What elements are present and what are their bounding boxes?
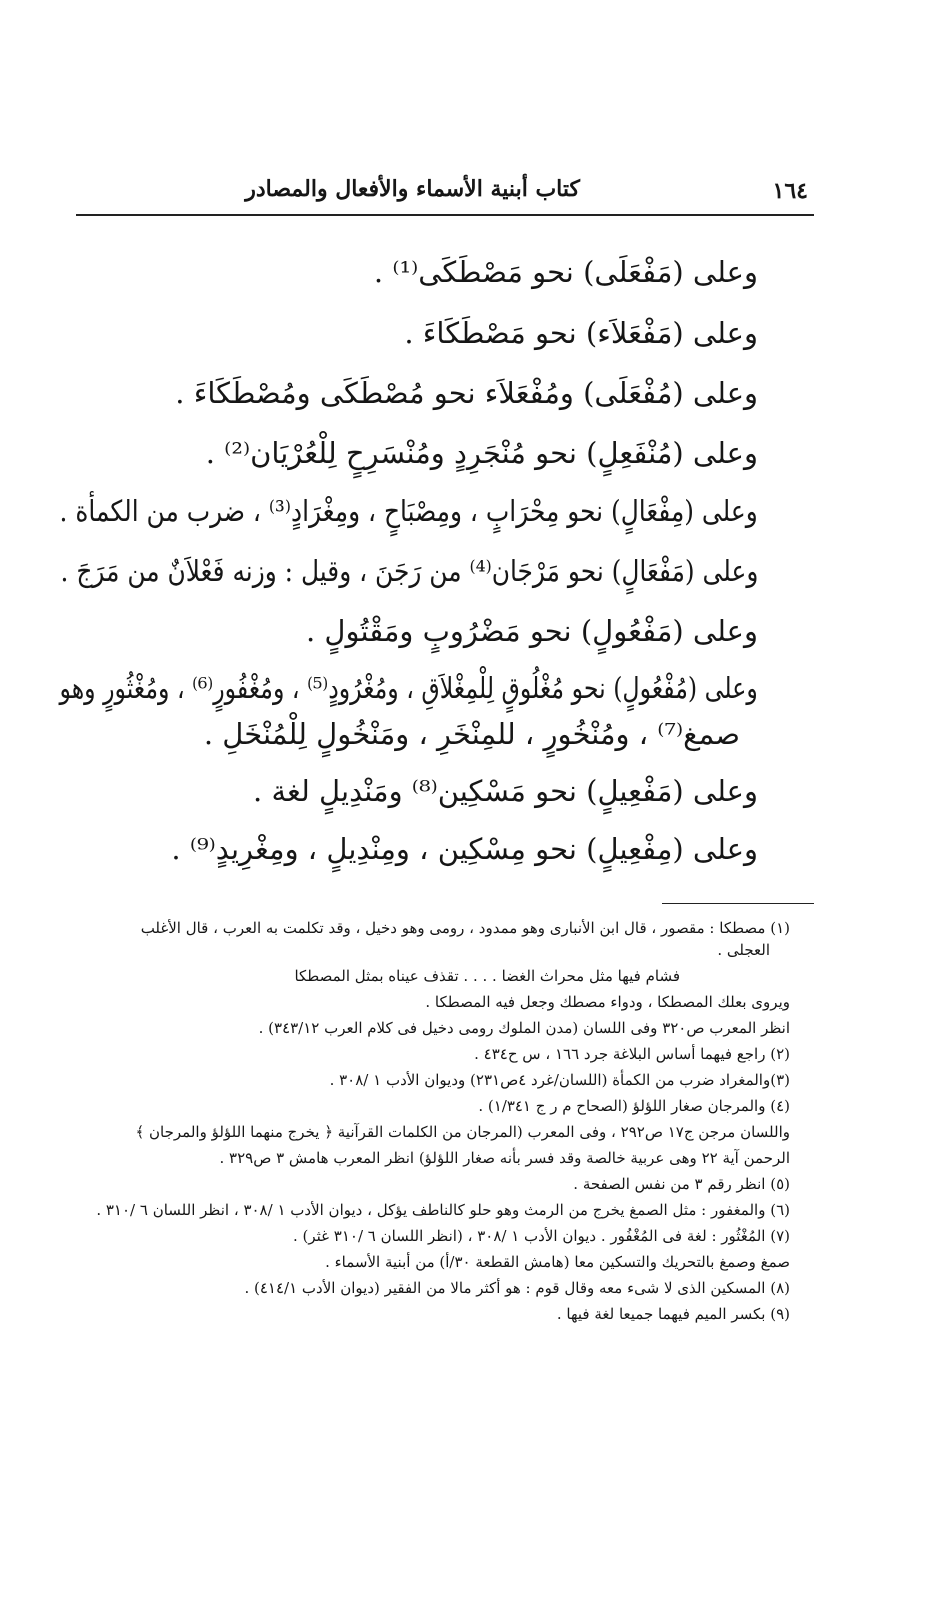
footnote-rule <box>662 903 814 904</box>
body-line: وعلى (مُفْعَلَى) ومُفْعَلاَء نحو مُصْطَكَى ومُصْطَكَاءَ . <box>175 376 758 410</box>
footnote-line: (٢) راجع فيهما أساس البلاغة جرد ١٦٦ ، س ح٤٣٤ . <box>474 1045 790 1063</box>
body-line: وعلى (مُفْعُولٍ) نحو مُغْلُوقٍ لِلْمِغْلاَقِ ، ومُغْرُودٍ⁽⁵⁾ ، ومُغْفُورٍ⁽⁶⁾ ، ومُغْثُورٍ وهو <box>59 671 758 705</box>
footnote-line: (٣)والمغراد ضرب من الكمأة (اللسان/غرد ٤ص٢٣١) وديوان الأدب ١ /٣٠٨ . <box>329 1071 790 1089</box>
body-line: وعلى (مَفْعَلَى) نحو مَصْطَكَى⁽¹⁾ . <box>373 255 758 289</box>
body-line: صمغ⁽⁷⁾ ، ومُنْخُورٍ ، للمِنْخَرِ ، ومَنْخُولٍ لِلْمُنْخَلِ . <box>203 717 740 751</box>
footnote-line: (٨) المسكين الذى لا شىء معه وقال قوم : هو أكثر مالا من الفقير (ديوان الأدب ٤١٤/١) . <box>244 1279 790 1297</box>
header-rule <box>76 214 814 216</box>
footnote-line: (٥) انظر رقم ٣ من نفس الصفحة . <box>573 1175 790 1193</box>
footnote-line: ويروى بعلك المصطكا ، ودواء مصطك وجعل فيه المصطكا . <box>425 993 790 1011</box>
footnote-line: انظر المعرب ص٣٢٠ وفى اللسان (مدن الملوك رومى دخيل فى كلام العرب ٣٤٣/١٢) . <box>258 1019 790 1037</box>
footnote-line: (٦) والمغفور : مثل الصمغ يخرج من الرمث وهو حلو كالناطف يؤكل ، ديوان الأدب ١ /٣٠٨ ، انظر اللسان ٦ /٣١٠ . <box>96 1201 790 1219</box>
running-header-title: كتاب أبنية الأسماء والأفعال والمصادر <box>245 176 580 202</box>
footnote-line: صمغ وصمغ بالتحريك والتسكين معا (هامش القطعة ٣٠/أ) من أبنية الأسماء . <box>325 1253 790 1271</box>
footnote-line: (٤) والمرجان صغار اللؤلؤ (الصحاح م ر ج ١/٣٤١) . <box>478 1097 790 1115</box>
footnote-line: واللسان مرجن ج١٧ ص٢٩٢ ، وفى المعرب (المرجان من الكلمات القرآنية ﴿ يخرج منهما اللؤلؤ والمرجان ﴾ <box>135 1123 790 1141</box>
footnote-line: (٩) بكسر الميم فيهما جميعا لغة فيها . <box>556 1305 790 1323</box>
body-line: وعلى (مَفْعِيلٍ) نحو مَسْكِين⁽⁸⁾ ومَنْدِيلٍ لغة . <box>253 774 758 808</box>
body-line: وعلى (مِفْعَالٍ) نحو مِحْرَابٍ ، ومِصْبَاحٍ ، ومِغْرَادٍ⁽³⁾ ، ضرب من الكمأة . <box>59 494 758 528</box>
footnote-line: العجلى . <box>717 941 770 959</box>
footnote-line: الرحمن آية ٢٢ وهى عربية خالصة وقد فسر بأنه صغار اللؤلؤ) انظر المعرب هامش ٣ ص٣٢٩ . <box>219 1149 790 1167</box>
footnote-line: (٧) المُغْثُور : لغة فى المُغْفُور . ديوان الأدب ١ /٣٠٨ ، (انظر اللسان ٦ /٣١٠ غثر) . <box>292 1227 790 1245</box>
body-line: وعلى (مَفْعَالٍ) نحو مَرْجَان⁽⁴⁾ من رَجَنَ ، وقيل : وزنه فَعْلاَنٌ من مَرَجَ . <box>60 554 758 588</box>
body-line: وعلى (مُنْفَعِلٍ) نحو مُنْجَرِدٍ ومُنْسَرِحٍ لِلْعُرْيَان⁽²⁾ . <box>205 436 758 470</box>
body-line: وعلى (مِفْعِيلٍ) نحو مِسْكِين ، ومِنْدِيلٍ ، ومِغْرِيدٍ⁽⁹⁾ . <box>171 832 758 866</box>
body-line: وعلى (مَفْعُولٍ) نحو مَضْرُوبٍ ومَقْتُولٍ . <box>305 614 758 648</box>
body-line: وعلى (مَفْعَلاَء) نحو مَصْطَكَاءَ . <box>404 316 758 350</box>
footnote-line: (١) مصطكا : مقصور ، قال ابن الأنبارى وهو ممدود ، رومى وهو دخيل ، وقد تكلمت به العرب ، قال الأغلب <box>140 919 790 937</box>
footnote-verse: فشام فيها مثل محراث الغضا . . . . تقذف عيناه بمثل المصطكا <box>294 967 680 985</box>
page-number: ١٦٤ <box>772 178 808 204</box>
